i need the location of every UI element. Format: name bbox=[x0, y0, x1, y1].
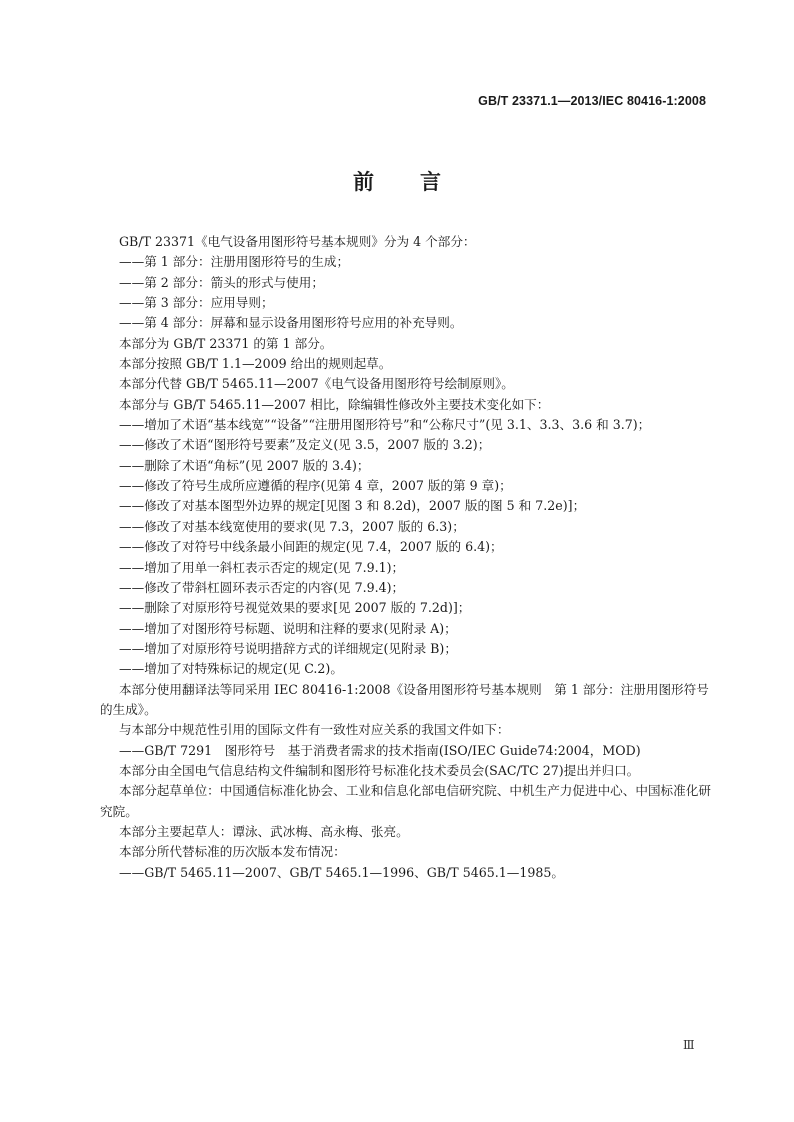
adoption-paragraph: 本部分使用翻译法等同采用 IEC 80416-1:2008《设备用图形符号基本规则 第 1 部分：注册用图形符号的生成》。 bbox=[100, 681, 709, 717]
change-item: ——删除了对原形符号视觉效果的要求[见 2007 版的 7.2d)]； bbox=[119, 600, 471, 616]
standard-id-header: GB/T 23371.1—2013/IEC 80416-1:2008 bbox=[478, 94, 706, 108]
foreword-body bbox=[100, 232, 712, 883]
paragraph: 本部分所代替标准的历次版本发布情况： bbox=[119, 844, 346, 860]
part-item: ——第 1 部分：注册用图形符号的生成； bbox=[119, 254, 350, 270]
change-item: ——修改了对符号中线条最小间距的规定(见 7.4，2007 版的 6.4)； bbox=[119, 539, 503, 555]
paragraph: 本部分按照 GB/T 1.1—2009 给出的规则起草。 bbox=[119, 356, 392, 372]
change-item: ——修改了对基本线宽使用的要求(见 7.3，2007 版的 6.3)； bbox=[119, 518, 465, 534]
change-item: ——删除了术语“角标”(见 2007 版的 3.4)； bbox=[119, 457, 370, 473]
change-item: ——增加了对图形符号标题、说明和注释的要求(见附录 A)； bbox=[119, 620, 457, 636]
paragraph: 本部分代替 GB/T 5465.11—2007《电气设备用图形符号绘制原则》。 bbox=[119, 376, 514, 392]
change-item: ——修改了术语“图形符号要素”及定义(见 3.5，2007 版的 3.2)； bbox=[119, 437, 491, 453]
paragraph: 本部分由全国电气信息结构文件编制和图形符号标准化技术委员会(SAC/TC 27)提出并归口。 bbox=[119, 762, 640, 778]
change-item: ——增加了对原形符号说明措辞方式的详细规定(见附录 B)； bbox=[119, 640, 457, 656]
change-item: ——增加了术语“基本线宽”“设备”“注册用图形符号”和“公称尺寸”(见 3.1、3.3、3.6 和 3.7)； bbox=[119, 417, 651, 433]
change-item: ——修改了带斜杠圆环表示否定的内容(见 7.9.4)； bbox=[119, 579, 405, 595]
drafters-paragraph: 本部分主要起草人：谭泳、武冰梅、高永梅、张亮。 bbox=[119, 823, 409, 839]
history-item: ——GB/T 5465.11—2007、GB/T 5465.1—1996、GB/T 5465.1—1985。 bbox=[119, 864, 564, 880]
reference-item: ——GB/T 7291 图形符号 基于消费者需求的技术指南(ISO/IEC Guide74:2004，MOD) bbox=[119, 742, 641, 758]
part-item: ——第 4 部分：屏幕和显示设备用图形符号应用的补充导则。 bbox=[119, 315, 463, 331]
title-char-1: 前 bbox=[353, 170, 374, 194]
intro-paragraph: GB/T 23371《电气设备用图形符号基本规则》分为 4 个部分： bbox=[119, 234, 476, 249]
page-title bbox=[0, 166, 794, 196]
paragraph: 与本部分中规范性引用的国际文件有一致性对应关系的我国文件如下： bbox=[119, 722, 510, 738]
change-item: ——修改了对基本图型外边界的规定[见图 3 和 8.2d)，2007 版的图 5 和 7.2e)]； bbox=[119, 498, 586, 514]
drafting-units-paragraph: 本部分起草单位：中国通信标准化协会、工业和信息化部电信研究院、中机生产力促进中心、中国标准化研究院。 bbox=[100, 783, 711, 819]
page-number: Ⅲ bbox=[683, 1038, 695, 1052]
part-item: ——第 2 部分：箭头的形式与使用； bbox=[119, 274, 324, 290]
change-item: ——修改了符号生成所应遵循的程序(见第 4 章，2007 版的第 9 章)； bbox=[119, 478, 512, 494]
part-item: ——第 3 部分：应用导则； bbox=[119, 295, 274, 311]
paragraph: 本部分与 GB/T 5465.11—2007 相比，除编辑性修改外主要技术变化如下： bbox=[119, 396, 550, 412]
title-char-2: 言 bbox=[420, 170, 441, 194]
paragraph: 本部分为 GB/T 23371 的第 1 部分。 bbox=[119, 335, 333, 351]
change-item: ——增加了用单一斜杠表示否定的规定(见 7.9.1)； bbox=[119, 559, 405, 575]
change-item: ——增加了对特殊标记的规定(见 C.2)。 bbox=[119, 661, 343, 677]
